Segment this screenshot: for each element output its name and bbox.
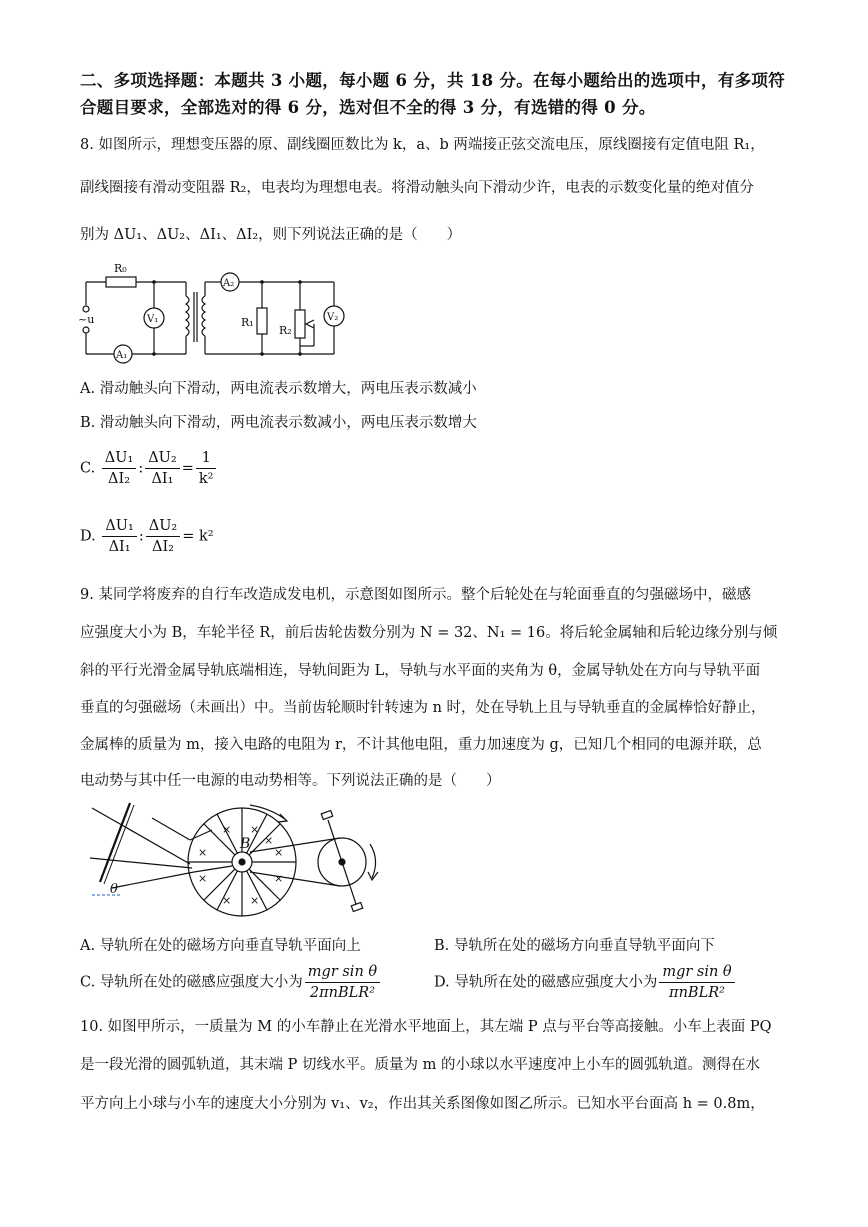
- r0-resistor: [106, 277, 136, 287]
- svg-text:×: ×: [274, 846, 284, 859]
- svg-text:×: ×: [264, 834, 274, 847]
- svg-text:×: ×: [198, 872, 208, 885]
- section-title-line1: 二、多项选择题：本题共 3 小题，每小题 6 分，共 18 分。在每小题给出的选项中，有多项符: [80, 71, 785, 90]
- q8-option-b[interactable]: B. 滑动触头向下滑动，两电流表示数减小，两电压表示数增大: [80, 415, 477, 431]
- label-b: B: [240, 836, 251, 852]
- q8-d-rhs: = k²: [182, 528, 214, 545]
- q8-stem-line3: 别为 ΔU₁、ΔU₂、ΔI₁、ΔI₂，则下列说法正确的是（ ）: [80, 227, 462, 243]
- q8-option-a[interactable]: A. 滑动触头向下滑动，两电流表示数增大，两电压表示数减小: [80, 381, 477, 397]
- svg-text:×: ×: [222, 894, 232, 907]
- label-a2: A₂: [223, 278, 235, 289]
- r2-rheostat: [295, 310, 305, 338]
- q9-stem-line1: 9. 某同学将废弃的自行车改造成发电机，示意图如图所示。整个后轮处在与轮面垂直的匀强磁场中，磁感: [80, 587, 751, 603]
- q9-stem-line4: 垂直的匀强磁场（未画出）中。当前齿轮顺时针转速为 n 时，处在导轨上且与导轨垂直的金属棒恰好静止，: [80, 700, 766, 716]
- q8-option-d[interactable]: D. $\frac{\text{ΔU₁}}{\text{ΔI₁}}$ : $\frac{\text{ΔU₂}}{\text{ΔI₂}}$ = k²: [80, 518, 214, 555]
- q9-c-frac: $\frac{\text{mgr sin θ}}{\text{2πnBLR²}}$: [305, 962, 380, 1003]
- q8-stem-line1: 8. 如图所示，理想变压器的原、副线圈匝数比为 k，a、b 两端接正弦交流电压，原线圈接有定值电阻 R₁，: [80, 137, 765, 153]
- q9-d-frac: $\frac{\text{mgr sin θ}}{\text{πnBLR²}}$: [659, 962, 734, 1003]
- label-theta: θ: [110, 882, 118, 897]
- svg-text:×: ×: [250, 823, 260, 836]
- q9-stem-line5: 金属棒的质量为 m，接入电路的电阻为 r，不计其他电阻，重力加速度为 g，已知几个相同的电源并联，总: [80, 737, 762, 753]
- q9-option-c[interactable]: [80, 962, 382, 1003]
- svg-text:×: ×: [198, 846, 208, 859]
- q9-option-d[interactable]: [434, 962, 737, 1003]
- q8-d-frac1: $\frac{\text{ΔU₁}}{\text{ΔI₁}}$: [102, 516, 137, 557]
- q9-generator-diagram: [82, 800, 392, 920]
- svg-text:×: ×: [250, 894, 260, 907]
- r1-resistor: [257, 308, 267, 334]
- label-a1: A₁: [116, 350, 128, 361]
- q10-stem-line2: 是一段光滑的圆弧轨道，其末端 P 切线水平。质量为 m 的小球以水平速度冲上小车的圆弧轨道。测得在水: [80, 1057, 760, 1073]
- label-v1: V₁: [147, 314, 159, 325]
- q10-stem-line3: 平方向上小球与小车的速度大小分别为 v₁、v₂，作出其关系图像如图乙所示。已知水平台面高 h = 0.8m，: [80, 1096, 765, 1112]
- q8-c-rhs: $\frac{1}{\text{k²}}$: [196, 448, 217, 489]
- q8-c-frac1: $\frac{\text{ΔU₁}}{\text{ΔI₂}}$: [102, 448, 137, 489]
- section-title-line2: 合题目要求，全部选对的得 6 分，选对但不全的得 3 分，有选错的得 0 分。: [80, 98, 656, 117]
- q9-stem-line6: 电动势与其中任一电源的电动势相等。下列说法正确的是（ ）: [80, 773, 501, 789]
- svg-text:×: ×: [222, 823, 232, 836]
- q9-option-b[interactable]: B. 导轨所在处的磁场方向垂直导轨平面向下: [434, 938, 715, 954]
- q8-option-c[interactable]: C. $\frac{\text{ΔU₁}}{\text{ΔI₂}}$ : $\frac{\text{ΔU₂}}{\text{ΔI₁}}$ = $\frac{1}{\text{k²}}$: [80, 448, 218, 489]
- svg-text:×: ×: [274, 872, 284, 885]
- q9-stem-line2: 应强度大小为 B，车轮半径 R，前后齿轮齿数分别为 N = 32、N₁ = 16。将后轮金属轴和后轮边缘分别与倾: [80, 625, 778, 641]
- q8-option-d-label: D.: [80, 528, 96, 545]
- label-source: ~u: [78, 313, 95, 326]
- q8-circuit-diagram: [78, 260, 358, 370]
- q9-option-c-text: C. 导轨所在处的磁感应强度大小为: [80, 974, 303, 991]
- q10-stem-line1: 10. 如图甲所示，一质量为 M 的小车静止在光滑水平地面上，其左端 P 点与平台等高接触。小车上表面 PQ: [80, 1019, 772, 1035]
- q8-d-frac2: $\frac{\text{ΔU₂}}{\text{ΔI₂}}$: [146, 516, 181, 557]
- label-r1: R₁: [241, 316, 254, 329]
- label-v2: V₂: [327, 312, 339, 323]
- label-r2: R₂: [279, 324, 292, 337]
- q8-option-c-label: C.: [80, 460, 96, 477]
- q8-stem-line2: 副线圈接有滑动变阻器 R₂，电表均为理想电表。将滑动触头向下滑动少许，电表的示数变化量的绝对值分: [80, 180, 754, 196]
- label-r0: R₀: [114, 262, 127, 275]
- q9-option-d-text: D. 导轨所在处的磁感应强度大小为: [434, 974, 658, 991]
- q9-option-a[interactable]: A. 导轨所在处的磁场方向垂直导轨平面向上: [80, 938, 361, 954]
- q9-stem-line3: 斜的平行光滑金属导轨底端相连，导轨间距为 L，导轨与水平面的夹角为 θ，金属导轨处在方向与导轨平面: [80, 663, 761, 679]
- q8-c-frac2: $\frac{\text{ΔU₂}}{\text{ΔI₁}}$: [145, 448, 180, 489]
